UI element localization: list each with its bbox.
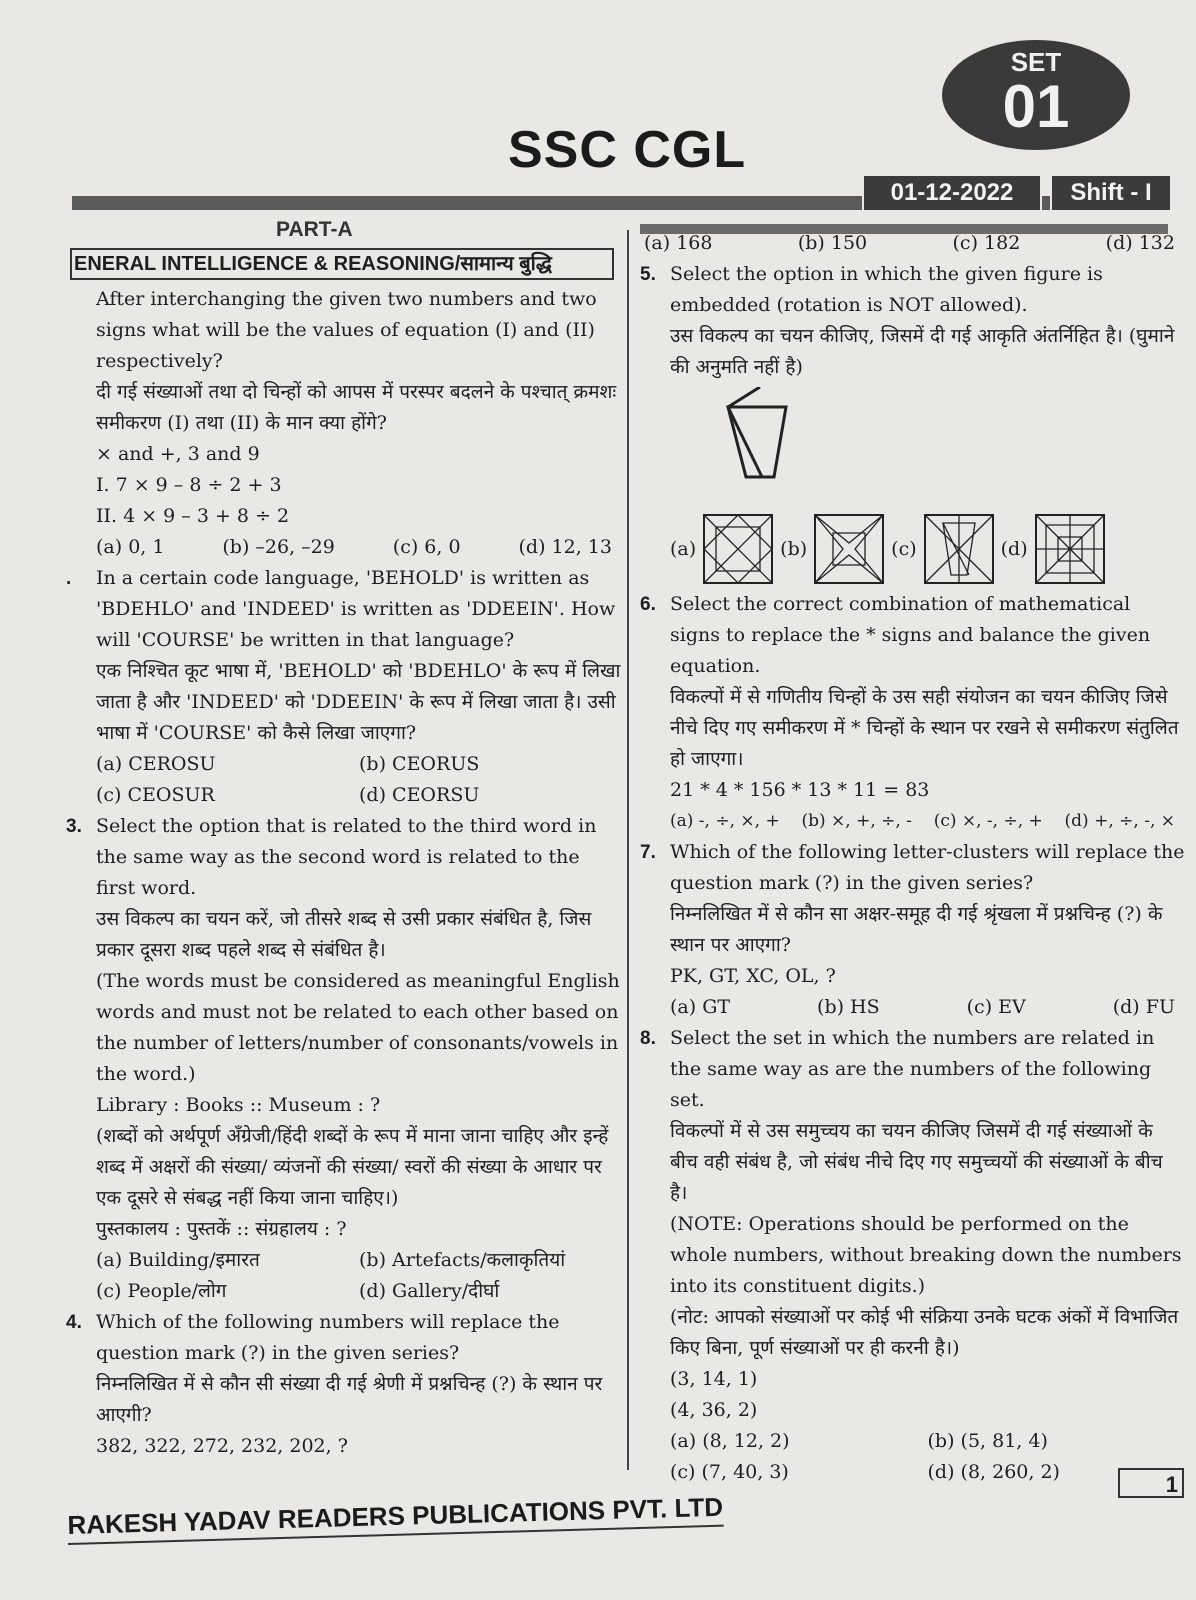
question-1 — [66, 284, 622, 563]
q5-option-a-figure — [702, 513, 774, 585]
set-number: 01 — [1002, 73, 1070, 140]
q5-option-c[interactable] — [891, 513, 994, 585]
q1-option-a[interactable]: (a) 0, 1 — [96, 536, 165, 558]
q8-option-d[interactable]: (d) (8, 260, 2) — [927, 1461, 1060, 1483]
q1-text-en: After interchanging the given two numbers and two signs what will be the values of equation (I) and (II) respectively? — [96, 288, 597, 372]
q6-option-b[interactable]: (b) ×, +, ÷, - — [801, 811, 912, 831]
exam-title: SSC CGL — [508, 121, 747, 179]
q3-option-b[interactable]: (b) Artefacts/कलाकृतियां — [359, 1249, 566, 1271]
question-3 — [66, 811, 622, 1307]
q5-number: 5. — [640, 264, 656, 285]
q6-text-hi: विकल्पों में से गणितीय चिन्हों के उस सही संयोजन का चयन कीजिए जिसे नीचे दिए गए समीकरण में * चिन्हों के स्थान पर रखने से समीकरण संतुलित हो जाएगा। — [670, 686, 1179, 770]
q3-option-c[interactable]: (c) People/लोग — [96, 1280, 227, 1302]
q5-option-a[interactable] — [670, 513, 774, 585]
q4-number: 4. — [66, 1312, 82, 1333]
q5-text-hi: उस विकल्प का चयन कीजिए, जिसमें दी गई आकृति अंतर्निहित है। (घुमाने की अनुमति नहीं है) — [670, 325, 1175, 378]
q6-number: 6. — [640, 594, 656, 615]
page-number: 1 — [1118, 1468, 1184, 1498]
q5-option-c-figure — [923, 513, 995, 585]
section-title: ENERAL INTELLIGENCE & REASONING/सामान्य बुद्धि — [70, 248, 614, 280]
q8-option-b[interactable]: (b) (5, 81, 4) — [927, 1430, 1048, 1452]
q4-series: 382, 322, 272, 232, 202, ? — [96, 1435, 348, 1457]
q4-option-c[interactable]: (c) 182 — [952, 232, 1021, 254]
set-label: SET — [1010, 47, 1062, 77]
q1-given: × and +, 3 and 9 — [96, 443, 260, 465]
q4-option-d[interactable]: (d) 132 — [1105, 232, 1175, 254]
question-2 — [66, 563, 622, 811]
part-label: PART-A — [276, 218, 353, 241]
question-4 — [66, 1307, 622, 1462]
set-badge — [942, 40, 1130, 150]
q3-options — [96, 1245, 622, 1307]
question-5 — [640, 259, 1185, 589]
q2-option-d[interactable]: (d) CEORSU — [359, 784, 480, 806]
q4-text-hi: निम्नलिखित में से कौन सी संख्या दी गई श्रेणी में प्रश्नचिन्ह (?) के स्थान पर आएगी? — [96, 1373, 603, 1426]
q2-number: . — [66, 568, 72, 589]
q7-option-c[interactable]: (c) EV — [966, 996, 1026, 1018]
q1-equation-1: I. 7 × 9 – 8 ÷ 2 + 3 — [96, 474, 282, 496]
q3-text-en: Select the option that is related to the third word in the same way as the second word is related to the first word. — [96, 815, 597, 899]
q6-option-c[interactable]: (c) ×, -, ÷, + — [933, 811, 1043, 831]
q7-number: 7. — [640, 842, 656, 863]
q2-options — [96, 749, 622, 811]
q5-question-figure-area — [670, 383, 1185, 509]
q6-option-a[interactable]: (a) -, ÷, ×, + — [670, 811, 780, 831]
column-divider — [627, 230, 629, 1470]
q8-option-a[interactable]: (a) (8, 12, 2) — [670, 1430, 790, 1452]
q1-option-d[interactable]: (d) 12, 13 — [518, 536, 612, 558]
q8-note-hi: (नोट: आपको संख्याओं पर कोई भी संक्रिया उनके घटक अंकों में विभाजित किए बिना, पूर्ण संख्याओं पर ही करनी है।) — [670, 1306, 1179, 1359]
q3-number: 3. — [66, 816, 82, 837]
q5-option-b-label: (b) — [780, 537, 808, 560]
q6-options — [670, 806, 1185, 837]
q8-set-2: (4, 36, 2) — [670, 1399, 758, 1421]
q5-option-c-label: (c) — [891, 537, 917, 560]
q1-options — [96, 532, 622, 563]
q8-options — [670, 1426, 1185, 1488]
q4-text-en: Which of the following numbers will replace the question mark (?) in the given series? — [96, 1311, 560, 1364]
q3-pair-en: Library : Books :: Museum : ? — [96, 1094, 381, 1116]
q5-option-d-label: (d) — [1000, 537, 1028, 560]
q8-option-c[interactable]: (c) (7, 40, 3) — [670, 1461, 789, 1483]
q5-option-d[interactable] — [1001, 513, 1106, 585]
q7-options — [670, 992, 1185, 1023]
q5-text-en: Select the option in which the given figure is embedded (rotation is NOT allowed). — [670, 263, 1103, 316]
q5-option-b[interactable] — [780, 513, 885, 585]
q5-option-d-figure — [1034, 513, 1106, 585]
q7-text-en: Which of the following letter-clusters will replace the question mark (?) in the given series? — [670, 841, 1185, 894]
left-column — [66, 284, 622, 1462]
q2-text-en: In a certain code language, 'BEHOLD' is written as 'BDEHLO' and 'INDEED' is written as 'DDEEIN'. How will 'COURSE' be written in that language? — [96, 567, 616, 651]
q3-option-a[interactable]: (a) Building/इमारत — [96, 1249, 260, 1271]
q4-options — [640, 228, 1185, 259]
q8-set-1: (3, 14, 1) — [670, 1368, 758, 1390]
q7-series: PK, GT, XC, OL, ? — [670, 965, 836, 987]
exam-date: 01-12-2022 — [862, 174, 1042, 212]
q7-option-a[interactable]: (a) GT — [670, 996, 731, 1018]
q7-text-hi: निम्नलिखित में से कौन सा अक्षर-समूह दी गई श्रृंखला में प्रश्नचिन्ह (?) के स्थान पर आएगा? — [670, 903, 1163, 956]
q5-question-figure — [720, 387, 792, 483]
q5-options — [670, 509, 1185, 589]
question-8 — [640, 1023, 1185, 1488]
q1-option-c[interactable]: (c) 6, 0 — [392, 536, 461, 558]
q3-option-d[interactable]: (d) Gallery/दीर्घा — [359, 1280, 500, 1302]
q8-note-en: (NOTE: Operations should be performed on the whole numbers, without breaking down the numbers into its constituent digits.) — [670, 1213, 1182, 1297]
q1-equation-2: II. 4 × 9 – 3 + 8 ÷ 2 — [96, 505, 290, 527]
q8-text-hi: विकल्पों में से उस समुच्चय का चयन कीजिए जिसमें दी गई संख्याओं के बीच वही संबंध है, जो संबंध नीचे दिए गए समुच्चयों की संख्याओं के बीच है। — [670, 1120, 1163, 1204]
q7-option-b[interactable]: (b) HS — [817, 996, 880, 1018]
q3-text-hi: उस विकल्प का चयन करें, जो तीसरे शब्द से उसी प्रकार संबंधित है, जिस प्रकार दूसरा शब्द पहले शब्द से संबंधित है। — [96, 908, 592, 961]
q8-text-en: Select the set in which the numbers are related in the same way as are the numbers of the following set. — [670, 1027, 1155, 1111]
q2-option-c[interactable]: (c) CEOSUR — [96, 784, 215, 806]
question-7 — [640, 837, 1185, 1023]
q1-option-b[interactable]: (b) –26, –29 — [222, 536, 335, 558]
q6-equation: 21 * 4 * 156 * 13 * 11 = 83 — [670, 779, 930, 801]
right-column — [640, 228, 1185, 1488]
q1-text-hi: दी गई संख्याओं तथा दो चिन्हों को आपस में परस्पर बदलने के पश्चात् क्रमशः समीकरण (I) तथा (II) के मान क्या होंगे? — [96, 381, 617, 434]
exam-shift: Shift - I — [1050, 174, 1172, 212]
q7-option-d[interactable]: (d) FU — [1112, 996, 1175, 1018]
q5-option-a-label: (a) — [670, 537, 697, 560]
q3-note-en: (The words must be considered as meaningful English words and must not be related to each other based on the number of letters/number of consonants/vowels in the word.) — [96, 970, 620, 1085]
q4-option-b[interactable]: (b) 150 — [797, 232, 868, 254]
publisher-footer: RAKESH YADAV READERS PUBLICATIONS PVT. LTD — [67, 1492, 724, 1545]
q6-option-d[interactable]: (d) +, ÷, -, × — [1064, 811, 1175, 831]
q4-option-a[interactable]: (a) 168 — [644, 232, 713, 254]
question-6 — [640, 589, 1185, 837]
q5-option-b-figure — [813, 513, 885, 585]
q6-text-en: Select the correct combination of mathematical signs to replace the * signs and balance the given equation. — [670, 593, 1151, 677]
q3-note-hi: (शब्दों को अर्थपूर्ण अँग्रेजी/हिंदी शब्दों के रूप में माना जाना चाहिए और इन्हें शब्द में अक्षरों की संख्या/ व्यंजनों की संख्या/ स्वरों की संख्या के आधार पर एक दूसरे से संबद्ध नहीं किया जाना चाहिए।) — [96, 1125, 609, 1209]
q8-number: 8. — [640, 1028, 656, 1049]
q3-pair-hi: पुस्तकालय : पुस्तकें :: संग्रहालय : ? — [96, 1218, 347, 1240]
q2-text-hi: एक निश्चित कूट भाषा में, 'BEHOLD' को 'BDEHLO' के रूप में लिखा जाता है और 'INDEED' को 'DDEEIN' के रूप में लिखा जाता है। उसी भाषा में 'COURSE' को कैसे लिखा जाएगा? — [96, 660, 621, 744]
q2-option-b[interactable]: (b) CEORUS — [359, 753, 480, 775]
q2-option-a[interactable]: (a) CEROSU — [96, 753, 216, 775]
